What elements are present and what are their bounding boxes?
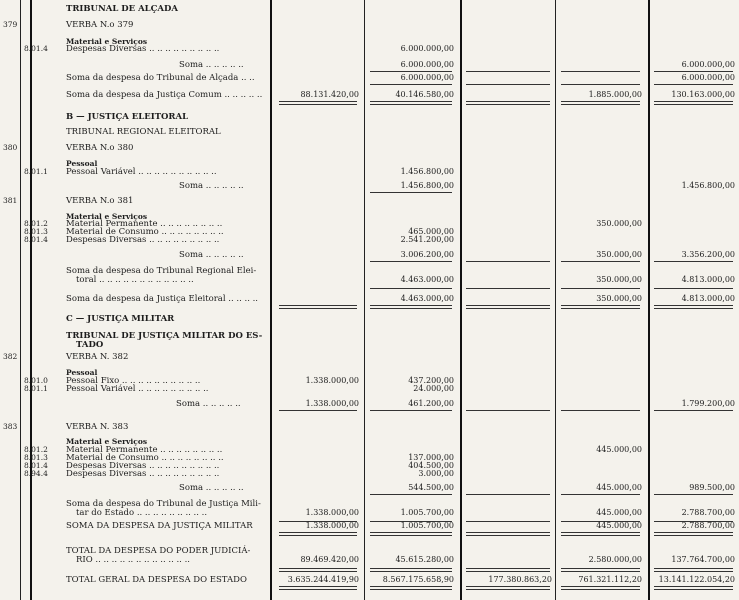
row-label: Soma .. .. .. .. .. xyxy=(176,399,241,409)
total-double-rule xyxy=(370,586,452,590)
row-label: Pessoal Variável .. .. .. .. .. .. .. .. .. xyxy=(66,384,209,394)
total-double-rule xyxy=(279,568,357,572)
amount-cell-c5: 6.000.000,00 xyxy=(681,60,735,69)
amount-cell-c2: 137.000,00 xyxy=(408,453,454,462)
sum-rule xyxy=(654,261,733,262)
row-label-continuation: tar do Estado .. .. .. .. .. .. .. .. .. xyxy=(76,508,208,518)
column-rule xyxy=(20,0,21,600)
amount-cell-c5: 6.000.000,00 xyxy=(681,73,735,82)
amount-cell-c5: 3.356.200,00 xyxy=(681,250,735,259)
row-label: Material e Serviços xyxy=(66,212,148,221)
amount-cell-c2: 1.005.700,00 xyxy=(400,521,454,530)
row-label: Pessoal xyxy=(66,368,98,377)
sum-rule xyxy=(654,494,733,495)
amount-cell-c4: 1.885.000,00 xyxy=(588,90,642,99)
total-double-rule xyxy=(279,305,357,309)
total-double-rule xyxy=(466,305,550,309)
column-rule xyxy=(460,0,462,600)
row-label: Despesas Diversas .. .. .. .. .. .. .. .. .. xyxy=(66,235,220,245)
column-rule xyxy=(270,0,272,600)
amount-cell-c2: 437.200,00 xyxy=(408,376,454,385)
verba-number: 380 xyxy=(3,143,18,152)
total-double-rule xyxy=(654,532,733,536)
sum-rule xyxy=(654,84,733,85)
amount-cell-c4: 445.000,00 xyxy=(596,483,642,492)
row-label: TRIBUNAL DE ALÇADA xyxy=(66,4,178,14)
row-label: Material de Consumo .. .. .. .. .. .. .. .. xyxy=(66,453,224,463)
row-label: Soma .. .. .. .. .. xyxy=(179,250,244,260)
sum-rule xyxy=(370,410,452,411)
item-code: 8.94.4 xyxy=(24,469,48,478)
row-label: Soma .. .. .. .. .. xyxy=(179,60,244,70)
amount-cell-c5: 4.813.000,00 xyxy=(681,275,735,284)
amount-cell-c4: 350.000,00 xyxy=(596,294,642,303)
amount-cell-c2: 2.541.200,00 xyxy=(400,235,454,244)
sum-rule xyxy=(279,410,357,411)
row-label: VERBA N.o 381 xyxy=(66,196,134,206)
amount-cell-c2: 6.000.000,00 xyxy=(400,44,454,53)
total-double-rule xyxy=(654,568,733,572)
amount-cell-c2: 40.146.580,00 xyxy=(395,90,454,99)
row-label: Despesas Diversas .. .. .. .. .. .. .. .. .. xyxy=(66,44,220,54)
row-label: TOTAL DA DESPESA DO PODER JUDICIÁ- xyxy=(66,546,251,556)
sum-rule xyxy=(561,288,640,289)
amount-cell-c2: 461.200,00 xyxy=(408,399,454,408)
sum-rule xyxy=(561,84,640,85)
sum-rule xyxy=(654,288,733,289)
verba-number: 382 xyxy=(3,352,18,361)
amount-cell-c5: 2.788.700,00 xyxy=(681,521,735,530)
amount-cell-c4: 445.000,00 xyxy=(596,521,642,530)
row-label: B — JUSTIÇA ELEITORAL xyxy=(66,112,189,122)
row-label-continuation: RIO .. .. .. .. .. .. .. .. .. .. .. .. xyxy=(76,555,190,565)
verba-number: 379 xyxy=(3,20,18,29)
amount-cell-c1: 89.469.420,00 xyxy=(300,555,359,564)
amount-cell-c1: 1.338.000,00 xyxy=(305,521,359,530)
amount-cell-c5: 2.788.700,00 xyxy=(681,508,735,517)
amount-cell-c2: 45.615.280,00 xyxy=(395,555,454,564)
item-code: 8.01.2 xyxy=(24,445,48,454)
sum-rule xyxy=(370,288,452,289)
row-label: Material de Consumo .. .. .. .. .. .. .. .. xyxy=(66,227,224,237)
row-label: Soma da despesa do Tribunal Regional Elei- xyxy=(66,266,257,276)
amount-cell-c3: 177.380.863,20 xyxy=(488,575,552,584)
amount-cell-c2: 6.000.000,00 xyxy=(400,73,454,82)
amount-cell-c1: 3.635.244.419,90 xyxy=(287,575,359,584)
row-label: Pessoal xyxy=(66,159,98,168)
amount-cell-c2: 4.463.000,00 xyxy=(400,275,454,284)
amount-cell-c4: 445.000,00 xyxy=(596,508,642,517)
row-label: VERBA N. 383 xyxy=(66,422,129,432)
amount-cell-c5: 1.799.200,00 xyxy=(681,399,735,408)
sum-rule xyxy=(370,261,452,262)
amount-cell-c1: 1.338.000,00 xyxy=(305,399,359,408)
row-label: SOMA DA DESPESA DA JUSTIÇA MILITAR xyxy=(66,521,253,531)
verba-number: 383 xyxy=(3,422,18,431)
total-double-rule xyxy=(466,101,550,105)
sum-rule xyxy=(370,71,452,72)
item-code: 8.01.4 xyxy=(24,44,48,53)
sum-rule xyxy=(466,494,550,495)
item-code: 8.01.1 xyxy=(24,384,48,393)
sum-rule xyxy=(654,71,733,72)
item-code: 8.01.3 xyxy=(24,227,48,236)
amount-cell-c2: 8.567.175.658,90 xyxy=(382,575,454,584)
total-double-rule xyxy=(370,532,452,536)
sum-rule xyxy=(466,521,550,522)
row-label: Material Permanente .. .. .. .. .. .. .. .. xyxy=(66,219,223,229)
sum-rule xyxy=(466,288,550,289)
row-label: TOTAL GERAL DA DESPESA DO ESTADO xyxy=(66,575,247,585)
sum-rule xyxy=(466,261,550,262)
total-double-rule xyxy=(654,305,733,309)
item-code: 8.01.4 xyxy=(24,235,48,244)
amount-cell-c1: 1.338.000,00 xyxy=(305,508,359,517)
amount-cell-c2: 3.006.200,00 xyxy=(400,250,454,259)
total-double-rule xyxy=(654,101,733,105)
amount-cell-c2: 6.000.000,00 xyxy=(400,60,454,69)
amount-cell-c4: 350.000,00 xyxy=(596,250,642,259)
item-code: 8.01.1 xyxy=(24,167,48,176)
sum-rule xyxy=(561,71,640,72)
amount-cell-c4: 761.321.112,20 xyxy=(578,575,642,584)
row-label: VERBA N. 382 xyxy=(66,352,129,362)
amount-cell-c2: 544.500,00 xyxy=(408,483,454,492)
total-double-rule xyxy=(561,568,640,572)
total-double-rule xyxy=(279,532,357,536)
sum-rule xyxy=(561,494,640,495)
column-rule xyxy=(555,0,556,600)
row-label: Soma da despesa do Tribunal de Justiça Mili- xyxy=(66,499,261,509)
total-double-rule xyxy=(370,568,452,572)
item-code: 8.01.0 xyxy=(24,376,48,385)
total-double-rule xyxy=(561,586,640,590)
total-double-rule xyxy=(466,568,550,572)
amount-cell-c2: 4.463.000,00 xyxy=(400,294,454,303)
total-double-rule xyxy=(654,586,733,590)
amount-cell-c5: 1.456.800,00 xyxy=(681,181,735,190)
amount-cell-c2: 24.000,00 xyxy=(413,384,454,393)
column-rule xyxy=(364,0,365,600)
row-label: TRIBUNAL REGIONAL ELEITORAL xyxy=(66,127,221,137)
row-label-continuation: toral .. .. .. .. .. .. .. .. .. .. .. .. xyxy=(76,275,194,285)
amount-cell-c2: 1.456.800,00 xyxy=(400,167,454,176)
amount-cell-c5: 4.813.000,00 xyxy=(681,294,735,303)
sum-rule xyxy=(370,192,452,193)
row-label: Material e Serviços xyxy=(66,437,148,446)
amount-cell-c5: 130.163.000,00 xyxy=(671,90,735,99)
row-label: Material e Serviços xyxy=(66,37,148,46)
row-label: Soma .. .. .. .. .. xyxy=(179,181,244,191)
item-code: 8.01.2 xyxy=(24,219,48,228)
amount-cell-c5: 989.500,00 xyxy=(689,483,735,492)
total-double-rule xyxy=(561,532,640,536)
amount-cell-c2: 1.456.800,00 xyxy=(400,181,454,190)
verba-number: 381 xyxy=(3,196,18,205)
total-double-rule xyxy=(279,586,357,590)
amount-cell-c4: 2.580.000,00 xyxy=(588,555,642,564)
amount-cell-c4: 445.000,00 xyxy=(596,445,642,454)
total-double-rule xyxy=(561,101,640,105)
amount-cell-c5: 137.764.700,00 xyxy=(671,555,735,564)
row-label: Despesas Diversas .. .. .. .. .. .. .. .. .. xyxy=(66,469,220,479)
amount-cell-c2: 1.005.700,00 xyxy=(400,508,454,517)
row-label: Pessoal Fixo .. .. .. .. .. .. .. .. .. .. xyxy=(66,376,201,386)
column-rule xyxy=(30,0,32,600)
item-code: 8.01.3 xyxy=(24,453,48,462)
row-label: Soma da despesa do Tribunal de Alçada .. .. xyxy=(66,73,255,83)
row-label: Soma .. .. .. .. .. xyxy=(179,483,244,493)
row-label: Pessoal Variável .. .. .. .. .. .. .. .. .. .. xyxy=(66,167,217,177)
amount-cell-c1: 88.131.420,00 xyxy=(300,90,359,99)
total-double-rule xyxy=(370,101,452,105)
row-label: TRIBUNAL DE JUSTIÇA MILITAR DO ES- xyxy=(66,331,263,341)
total-double-rule xyxy=(370,305,452,309)
sum-rule xyxy=(370,84,452,85)
amount-cell-c5: 13.141.122.054,20 xyxy=(658,575,735,584)
amount-cell-c2: 404.500,00 xyxy=(408,461,454,470)
amount-cell-c2: 465.000,00 xyxy=(408,227,454,236)
amount-cell-c1: 1.338.000,00 xyxy=(305,376,359,385)
row-label: Material Permanente .. .. .. .. .. .. .. .. xyxy=(66,445,223,455)
amount-cell-c4: 350.000,00 xyxy=(596,275,642,284)
total-double-rule xyxy=(466,532,550,536)
sum-rule xyxy=(466,410,550,411)
sum-rule xyxy=(561,261,640,262)
row-label: Soma da despesa da Justiça Comum .. .. .. .. .. xyxy=(66,90,263,100)
amount-cell-c2: 3.000,00 xyxy=(418,469,454,478)
row-label: Soma da despesa da Justiça Eleitoral .. .. .. .. xyxy=(66,294,259,304)
amount-cell-c4: 350.000,00 xyxy=(596,219,642,228)
sum-rule xyxy=(466,71,550,72)
row-label: VERBA N.o 380 xyxy=(66,143,134,153)
total-double-rule xyxy=(279,101,357,105)
total-double-rule xyxy=(466,586,550,590)
item-code: 8.01.4 xyxy=(24,461,48,470)
row-label: C — JUSTIÇA MILITAR xyxy=(66,314,175,324)
row-label-continuation: TADO xyxy=(76,340,104,350)
row-label: Despesas Diversas .. .. .. .. .. .. .. .. .. xyxy=(66,461,220,471)
sum-rule xyxy=(561,410,640,411)
total-double-rule xyxy=(561,305,640,309)
sum-rule xyxy=(654,410,733,411)
row-label: VERBA N.o 379 xyxy=(66,20,134,30)
sum-rule xyxy=(370,494,452,495)
sum-rule xyxy=(466,84,550,85)
